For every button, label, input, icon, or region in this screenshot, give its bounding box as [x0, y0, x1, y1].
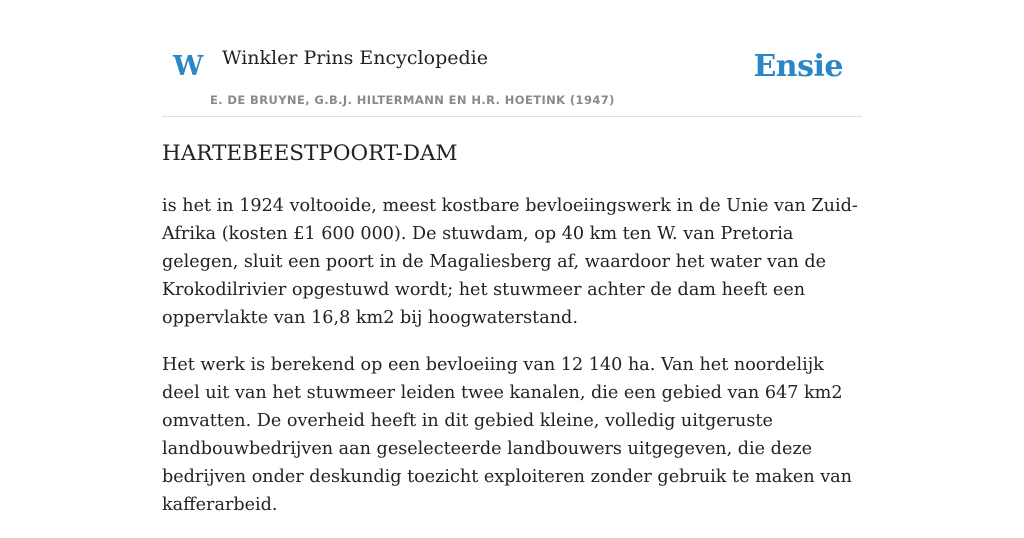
article-paragraph: is het in 1924 voltooide, meest kostbare bevloeiingswerk in de Unie van Zuid-Afrika (kosten £1 600 000). De stuwdam, op 40 km ten W. van Pretoria gelegen, sluit een poort in de Magaliesberg af, waardoor het water van de Krokodilrivier opgestuwd wordt; het stuwmeer achter de dam heeft een oppervlakte van 16,8 km2 bij hoogwaterstand. [162, 196, 858, 328]
article-body [162, 192, 862, 538]
page [162, 0, 862, 515]
site-title[interactable]: Winkler Prins Encyclopedie [222, 47, 488, 69]
article-title: HARTEBEESTPOORT-DAM [162, 141, 458, 166]
logo-icon[interactable]: W [173, 51, 204, 82]
brand-logo[interactable]: Ensie [753, 49, 843, 84]
article-paragraph: Het werk is berekend op een bevloeiing van 12 140 ha. Van het noordelijk deel uit van het stuwmeer leiden twee kanalen, die een gebied van 647 km2 omvatten. De overheid heeft in dit gebied kleine, volledig uitgeruste landbouwbedrijven aan geselecteerde landbouwers uitgegeven, die deze bedrijven onder deskundig toezicht exploiteren zonder gebruik te maken van kafferarbeid. [162, 355, 852, 515]
authors-line: E. DE BRUYNE, G.B.J. HILTERMANN EN H.R. HOETINK (1947) [210, 93, 615, 107]
site-header [162, 0, 862, 117]
